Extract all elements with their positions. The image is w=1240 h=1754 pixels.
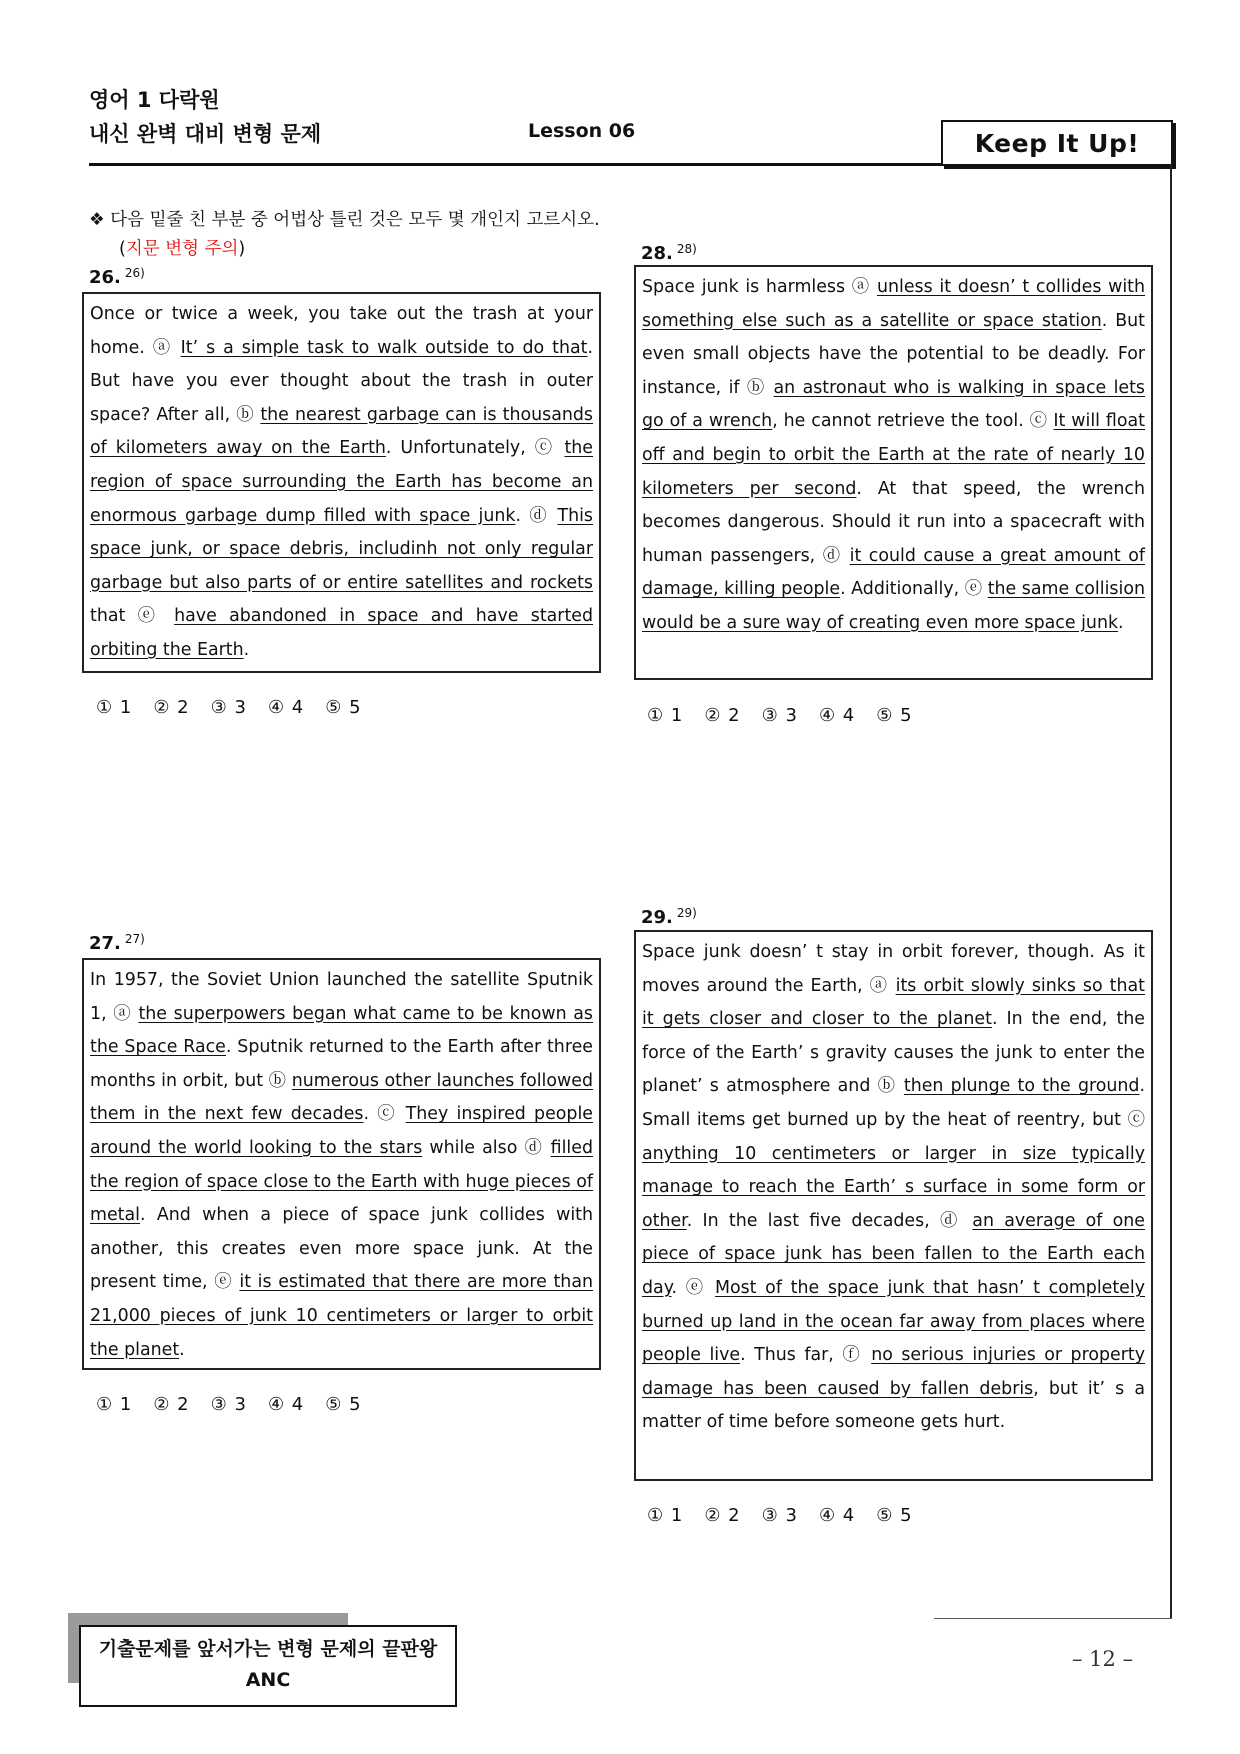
option-1[interactable]: ① 1	[647, 1505, 683, 1526]
instruction	[89, 206, 600, 264]
underlined-phrase: the superpowers began what came to be known as the Space Race	[90, 1003, 593, 1058]
passage-text: . ⓓ	[515, 505, 558, 526]
question-number: 28. $^{28)}$	[641, 242, 697, 264]
option-3[interactable]: ③ 3	[761, 1505, 797, 1526]
answer-options[interactable]	[647, 1505, 934, 1526]
option-1[interactable]: ① 1	[96, 1394, 132, 1415]
passage-text: . And when a piece of space junk collides with another, this creates even more space junk. At the present time, ⓔ	[90, 1205, 593, 1293]
option-5[interactable]: ⑤ 5	[876, 705, 912, 726]
passage-text: while also ⓓ	[422, 1137, 551, 1158]
underlined-phrase: anything 10 centimeters or larger in size typically manage to reach the Earth’ s surface in some form or other	[642, 1143, 1145, 1231]
instruction-text: ❖ 다음 밑줄 친 부분 중 어법상 틀린 것은 모두 몇 개인지 고르시오.	[89, 210, 600, 230]
question-number: 26. $^{26)}$	[89, 266, 145, 288]
passage-text: In 1957, the Soviet Union launched the satellite Sputnik 1, ⓐ	[90, 970, 593, 1024]
header-divider	[89, 163, 941, 166]
option-5[interactable]: ⑤ 5	[325, 697, 361, 718]
answer-options[interactable]	[647, 705, 934, 726]
lesson-label: Lesson 06	[528, 120, 636, 142]
passage-text: . But even small objects have the potential to be deadly. For instance, if ⓑ	[642, 310, 1145, 398]
underlined-phrase: then plunge to the ground	[903, 1076, 1140, 1097]
course-title: 영어 1 다락원	[89, 88, 220, 112]
passage-text: . Sputnik returned to the Earth after three months in orbit, but ⓑ	[90, 1037, 593, 1091]
underlined-phrase: have abandoned in space and have started orbiting the Earth	[90, 606, 593, 660]
underlined-phrase: This space junk, or space debris, includinh not only regular garbage but also parts of or entire satellites and rockets	[90, 505, 593, 593]
passage-text: Space junk is harmless ⓐ	[642, 277, 877, 297]
option-4[interactable]: ④ 4	[818, 705, 855, 726]
passage-box	[82, 958, 601, 1370]
option-2[interactable]: ② 2	[153, 697, 189, 718]
option-1[interactable]: ① 1	[647, 705, 683, 726]
passage-text: . In the last five decades, ⓓ	[686, 1210, 973, 1231]
passage-text: .	[1118, 612, 1124, 633]
underlined-phrase: It’ s a simple task to walk outside to do that	[180, 337, 588, 358]
underlined-phrase: it is estimated that there are more than 21,000 pieces of junk 10 centimeters or larger to orbit the planet	[90, 1272, 593, 1360]
footer-slogan: 기출문제를 앞서가는 변형 문제의 끝판왕	[98, 1638, 438, 1660]
right-divider	[1170, 164, 1172, 1619]
passage-text: that ⓔ	[90, 606, 175, 627]
underlined-phrase: Most of the space junk that hasn’ t completely burned up land in the ocean far away from places where people live	[642, 1277, 1145, 1366]
option-5[interactable]: ⑤ 5	[876, 1505, 912, 1526]
underlined-phrase: It will float off and begin to orbit the Earth at the rate of nearly 10 kilometers per second	[642, 411, 1145, 499]
option-2[interactable]: ② 2	[704, 705, 740, 726]
passage-text: Once or twice a week, you take out the trash at your home. ⓐ	[90, 304, 593, 358]
passage-text: . Thus far, ⓕ	[740, 1345, 872, 1366]
passage-text: . In the end, the force of the Earth’ s gravity causes the junk to enter the planet’ s atmosphere and ⓑ	[642, 1009, 1145, 1097]
page-subtitle: 내신 완벽 대비 변형 문제	[89, 122, 322, 146]
passage-box	[634, 265, 1153, 680]
passage-box	[82, 292, 601, 673]
passage-text: Space junk doesn’ t stay in orbit forever, though. As it moves around the Earth, ⓐ	[642, 942, 1145, 996]
underlined-phrase: the same collision would be a sure way of creating even more space junk	[642, 579, 1145, 633]
passage-box	[634, 930, 1153, 1481]
underlined-phrase: the region of space surrounding the Earth has become an enormous garbage dump filled with space junk	[90, 438, 594, 526]
underlined-phrase: it could cause a great amount of damage, killing people	[642, 545, 1145, 600]
underlined-phrase: an astronaut who is walking in space lets go of a wrench	[642, 377, 1145, 432]
option-5[interactable]: ⑤ 5	[325, 1394, 361, 1415]
option-3[interactable]: ③ 3	[210, 1394, 246, 1415]
passage-text: . Unfortunately, ⓒ	[385, 438, 565, 459]
underlined-phrase: no serious injuries or property damage has been caused by fallen debris	[642, 1345, 1145, 1399]
underlined-phrase: unless it doesn’ t collides with something else such as a satellite or space station	[642, 277, 1145, 331]
bottom-divider	[934, 1618, 1172, 1619]
answer-options[interactable]	[96, 697, 383, 718]
option-4[interactable]: ④ 4	[818, 1505, 855, 1526]
passage-text: .	[243, 639, 250, 660]
note-warning: 지문 변형 주의	[125, 239, 239, 259]
passage-text: . ⓔ	[671, 1277, 715, 1298]
passage-text: , he cannot retrieve the tool. ⓒ	[772, 411, 1054, 432]
option-4[interactable]: ④ 4	[267, 1394, 304, 1415]
option-1[interactable]: ① 1	[96, 697, 132, 718]
option-4[interactable]: ④ 4	[267, 697, 304, 718]
option-3[interactable]: ③ 3	[210, 697, 246, 718]
question-number: 29. $^{29)}$	[641, 906, 697, 928]
option-2[interactable]: ② 2	[153, 1394, 189, 1415]
passage-text: , but it’ s a matter of time before someone gets hurt.	[642, 1378, 1145, 1433]
passage-text: .	[179, 1339, 185, 1360]
passage-text: . ⓒ	[363, 1104, 406, 1125]
underlined-phrase: its orbit slowly sinks so that it gets closer and closer to the planet	[642, 975, 1145, 1030]
underlined-phrase: the nearest garbage can is thousands of kilometers away on the Earth	[90, 404, 593, 459]
slogan-box: Keep It Up!	[941, 120, 1173, 166]
passage-text: . But have you ever thought about the trash in outer space? After all, ⓑ	[90, 337, 593, 425]
underlined-phrase: They inspired people around the world looking to the stars	[90, 1104, 594, 1158]
underlined-phrase: an average of one piece of space junk has been fallen to the Earth each day	[642, 1210, 1145, 1298]
instruction-note: (지문 변형 주의)	[119, 239, 246, 259]
footer-brand: ANC	[245, 1669, 291, 1691]
underlined-phrase: numerous other launches followed them in the next few decades	[90, 1070, 593, 1125]
footer-box	[79, 1625, 457, 1707]
option-3[interactable]: ③ 3	[761, 705, 797, 726]
answer-options[interactable]	[96, 1394, 383, 1415]
option-2[interactable]: ② 2	[704, 1505, 740, 1526]
question-number: 27. $^{27)}$	[89, 932, 145, 954]
passage-text: . At that speed, the wrench becomes dangerous. Should it run into a spacecraft with human passengers, ⓓ	[642, 478, 1145, 566]
passage-text: . Small items get burned up by the heat of reentry, but ⓒ	[642, 1076, 1146, 1130]
passage-text: . Additionally, ⓔ	[840, 579, 988, 600]
page-number: – 12 –	[1072, 1647, 1134, 1671]
underlined-phrase: filled the region of space close to the Earth with huge pieces of metal	[90, 1137, 593, 1226]
